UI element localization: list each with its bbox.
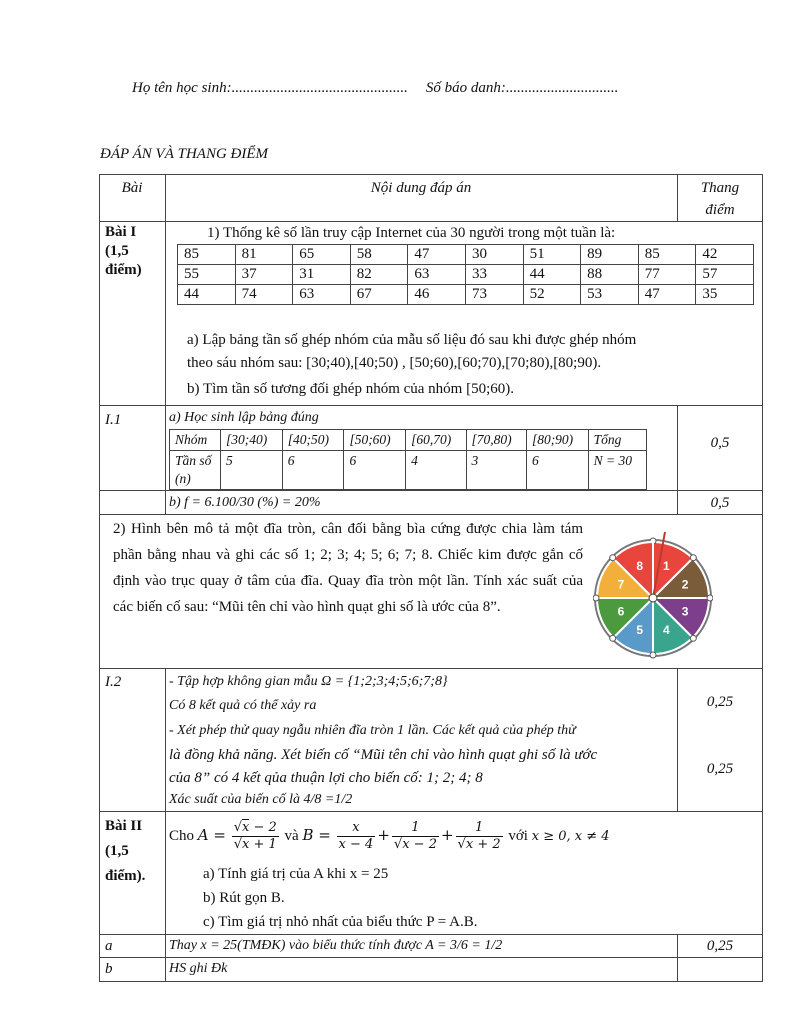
data-cell: 53 <box>581 285 639 305</box>
wheel-peg <box>707 595 713 601</box>
wheel-peg <box>610 635 616 641</box>
i1-score-b: 0,5 <box>710 495 730 511</box>
freq-value-cell: 6 <box>526 451 588 490</box>
data-cell: 89 <box>581 245 639 265</box>
data-cell: 88 <box>581 265 639 285</box>
freq-value-cell: 3 <box>466 451 526 490</box>
wheel-number-1: 1 <box>662 558 670 573</box>
bai1-question-b: b) Tìm tần số tương đối ghép nhóm của nhóm [50;60). <box>187 381 514 397</box>
wheel-number-2: 2 <box>681 577 689 592</box>
bai1-intro: 1) Thống kê số lần truy cập Internet của 30 người trong một tuần là: <box>207 225 616 241</box>
freq-value-cell: N = 30 <box>588 451 646 490</box>
i2-line4: là đồng khả năng. Xét biến cố “Mũi tên chỉ vào hình quạt ghi số là ước <box>169 747 598 763</box>
i2-line3: - Xét phép thử quay ngẫu nhiên đĩa tròn 1 lần. Các kết quả của phép thử <box>169 723 576 738</box>
wheel-number-6: 6 <box>617 604 625 619</box>
data-cell: 58 <box>350 245 408 265</box>
data-cell: 33 <box>465 265 523 285</box>
freq-value-cell: 5 <box>221 451 283 490</box>
data-cell: 44 <box>523 265 581 285</box>
data-cell: 82 <box>350 265 408 285</box>
wheel-peg <box>690 555 696 561</box>
freq-value-cell: 6 <box>282 451 344 490</box>
data-row <box>178 265 754 285</box>
data-cell: 52 <box>523 285 581 305</box>
i2-score-2: 0,25 <box>706 761 734 777</box>
wheel-hub <box>649 594 657 602</box>
i1-label: I.1 <box>105 412 122 428</box>
bai2-given: Cho A = $\frac{√x - 2}{√x + 1}$ và B = $\frac{x}{x - 4}$ + $\frac{1}{√x - 2}$ + $\frac{1}{√x + 2}$ với x ≥ 0, x ≠ 4 <box>169 820 610 853</box>
i2-line2: Có 8 kết quả có thể xảy ra <box>169 698 317 713</box>
wheel-peg <box>650 652 656 658</box>
i1-b-text: b) f = 6.100/30 (%) = 20% <box>169 495 321 510</box>
data-row <box>178 285 754 305</box>
data-cell: 42 <box>696 245 754 265</box>
freq-row-label: Tần số (n) <box>170 451 221 490</box>
i2-label: I.2 <box>105 674 122 690</box>
bai1-question-a2: theo sáu nhóm sau: [30;40),[40;50) , [50;60),[60;70),[70;80),[80;90). <box>187 355 602 371</box>
data-cell: 46 <box>408 285 466 305</box>
data-cell: 55 <box>178 265 236 285</box>
row-b-text: HS ghi Đk <box>169 961 228 976</box>
data-cell: 67 <box>350 285 408 305</box>
freq-header-cell: [60,70) <box>406 430 466 451</box>
part2-text: 2) Hình bên mô tả một đĩa tròn, cân đối bằng bìa cứng được chia làm tám phần bằng nhau và ghi các số 1; 2; 3; 4; 5; 6; 7; 8. Chiếc kim được gắn cố định vào trục quay ở tâm của đĩa. Quay đĩa tròn một lần. Tính xác suất của các biến cố sau: “Mũi tên chỉ vào hình quạt ghi số là ước của 8”. <box>113 521 583 615</box>
bai2-question-b: b) Rút gọn B. <box>203 890 285 906</box>
bai2-question-a: a) Tính giá trị của A khi x = 25 <box>203 866 389 882</box>
freq-header-cell: Nhóm <box>170 430 221 451</box>
bai2-condition: x ≥ 0, x ≠ 4 <box>531 829 610 844</box>
freq-header-cell: [80;90) <box>526 430 588 451</box>
i2-line6: Xác suất của biến cố là 4/8 =1/2 <box>169 792 353 807</box>
freq-header-cell: [70,80) <box>466 430 526 451</box>
data-cell: 35 <box>696 285 754 305</box>
data-cell: 44 <box>178 285 236 305</box>
freq-header-cell: [50;60) <box>344 430 406 451</box>
freq-header-cell: [30;40) <box>221 430 283 451</box>
data-cell: 85 <box>638 245 696 265</box>
data-cell: 65 <box>293 245 351 265</box>
student-name-field: Họ tên học sinh:............................................... <box>132 80 408 96</box>
freq-value-cell: 4 <box>406 451 466 490</box>
data-cell: 63 <box>293 285 351 305</box>
data-cell: 47 <box>408 245 466 265</box>
spinner-wheel <box>593 522 713 664</box>
wheel-number-5: 5 <box>636 623 644 638</box>
data-cell: 31 <box>293 265 351 285</box>
i1-a-text: a) Học sinh lập bảng đúng <box>169 410 319 425</box>
wheel-number-7: 7 <box>617 577 625 592</box>
bai2-question-c: c) Tìm giá trị nhỏ nhất của biểu thức P = A.B. <box>203 914 478 930</box>
wheel-peg <box>593 595 599 601</box>
row-a-text: Thay x = 25(TMĐK) vào biểu thức tính được A = 3/6 = 1/2 <box>169 938 503 953</box>
wheel-peg <box>610 555 616 561</box>
col-header-content: Nội dung đáp án <box>370 180 472 196</box>
answer-table <box>99 174 762 982</box>
i2-score-1: 0,25 <box>706 694 734 710</box>
bai2-label: Bài II (1,5 điểm). <box>105 818 146 884</box>
frequency-table <box>169 429 647 490</box>
page-title: ĐÁP ÁN VÀ THANG ĐIỂM <box>100 146 269 162</box>
data-cell: 63 <box>408 265 466 285</box>
wheel-peg <box>690 635 696 641</box>
data-cell: 85 <box>178 245 236 265</box>
bai1-question-a1: a) Lập bảng tần số ghép nhóm của mẫu số liệu đó sau khi được ghép nhóm <box>187 332 637 348</box>
freq-header-cell: [40;50) <box>282 430 344 451</box>
data-cell: 37 <box>235 265 293 285</box>
wheel-number-3: 3 <box>681 604 689 619</box>
bai1-label: Bài I (1,5 điểm) <box>105 224 142 278</box>
wheel-number-4: 4 <box>662 623 670 638</box>
row-b-label: b <box>105 961 113 977</box>
i2-line5: của 8” có 4 kết qủa thuận lợi cho biến cố: 1; 2; 4; 8 <box>169 770 483 786</box>
data-cell: 77 <box>638 265 696 285</box>
data-table <box>177 244 754 305</box>
data-cell: 47 <box>638 285 696 305</box>
data-cell: 81 <box>235 245 293 265</box>
i1-score-a: 0,5 <box>710 435 730 451</box>
i2-line1: - Tập hợp không gian mẫu Ω = {1;2;3;4;5;6;7;8} <box>169 674 448 689</box>
col-header-bai: Bài <box>121 180 143 196</box>
data-cell: 30 <box>465 245 523 265</box>
header-line <box>132 80 618 97</box>
freq-value-cell: 6 <box>344 451 406 490</box>
data-row <box>178 245 754 265</box>
data-cell: 73 <box>465 285 523 305</box>
data-cell: 51 <box>523 245 581 265</box>
data-cell: 57 <box>696 265 754 285</box>
data-cell: 74 <box>235 285 293 305</box>
row-a-score: 0,25 <box>706 938 734 954</box>
freq-header-cell: Tổng <box>588 430 646 451</box>
row-a-label: a <box>105 938 113 954</box>
col-header-score: Thang điểm <box>700 180 740 218</box>
student-id-field: Số báo danh:.............................. <box>425 80 619 96</box>
wheel-number-8: 8 <box>636 558 644 573</box>
